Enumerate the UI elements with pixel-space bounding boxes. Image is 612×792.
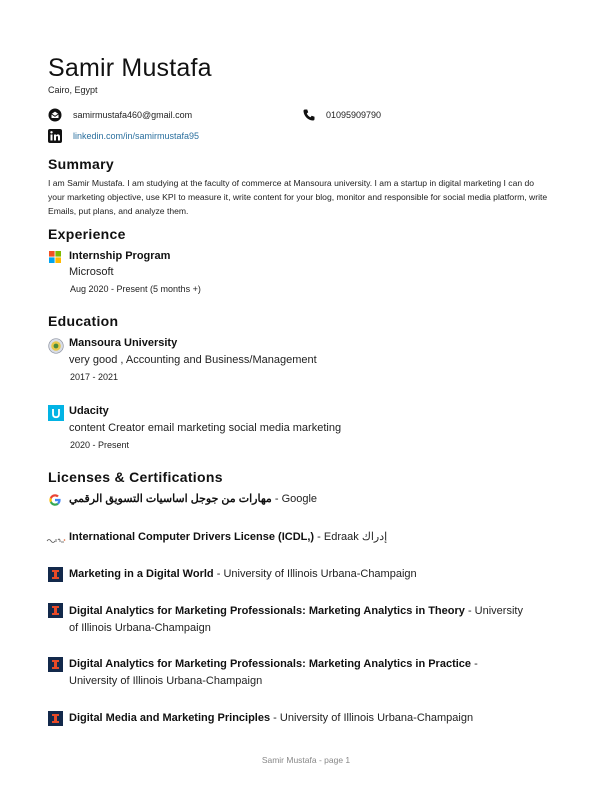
illinois-logo-icon — [48, 711, 63, 731]
illinois-logo-icon — [48, 567, 63, 587]
experience-company: Microsoft — [69, 266, 114, 278]
education-school: Mansoura University — [69, 337, 178, 349]
udacity-logo-icon — [48, 405, 64, 426]
email-text[interactable]: samirmustafa460@gmail.com — [73, 110, 193, 120]
certification-issuer: University of Illinois Urbana-Champaign — [223, 568, 417, 580]
certification-issuer: Google — [281, 493, 318, 505]
certifications-heading: Licenses & Certifications — [48, 469, 223, 485]
summary-text: I am Samir Mustafa. I am studying at the faculty of commerce at Mansoura university. I am a startup in digital marketing I can do your marketing objective, use KPI to measure it, write content for your blog, monitor and responsible for social media platform, write Emails, put plans, and analyze them. — [48, 178, 548, 216]
education-degree: content Creator email marketing social media marketing — [69, 422, 342, 434]
illinois-logo-icon — [48, 603, 63, 623]
certification-name: مهارات من جوجل اساسيات التسويق الرقمي — [69, 493, 272, 505]
experience-heading: Experience — [48, 226, 126, 242]
education-dates: 2017 - 2021 — [70, 372, 119, 382]
certification-item: International Computer Drivers License (ICDL,) - Edraak إدراك — [69, 531, 388, 543]
certification-name: Marketing in a Digital World — [69, 568, 214, 580]
certification-item: مهارات من جوجل اساسيات التسويق الرقمي - Google — [69, 493, 318, 505]
mansoura-logo-icon — [48, 338, 64, 359]
microsoft-logo-icon — [48, 250, 62, 269]
certification-item: Digital Analytics for Marketing Professionals: Marketing Analytics in Practice - University of Illinois Urbana-Champaign — [69, 658, 478, 687]
experience-title: Internship Program — [69, 250, 171, 262]
education-dates: 2020 - Present — [70, 440, 130, 450]
summary-heading: Summary — [48, 156, 114, 172]
certification-issuer: Edraak إدراك — [323, 531, 388, 543]
education-heading: Education — [48, 313, 119, 329]
certification-issuer: University of Illinois Urbana-Champaign — [279, 712, 474, 724]
google-logo-icon — [48, 493, 62, 512]
certification-name: International Computer Drivers License (ICDL,) — [69, 531, 315, 543]
certification-name: Digital Analytics for Marketing Professionals: Marketing Analytics in Practice — [69, 658, 472, 670]
certification-item: Digital Analytics for Marketing Professionals: Marketing Analytics in Theory - University of Illinois Urbana-Champaign — [69, 605, 523, 634]
phone-icon — [302, 108, 316, 127]
education-degree: very good , Accounting and Business/Management — [69, 354, 317, 366]
linkedin-icon — [48, 129, 62, 148]
experience-dates: Aug 2020 - Present (5 months +) — [70, 284, 201, 294]
certification-issuer: University of Illinois Urbana-Champaign — [69, 675, 263, 687]
person-name: Samir Mustafa — [48, 54, 212, 82]
certification-item: Marketing in a Digital World - University of Illinois Urbana-Champaign — [69, 568, 417, 580]
illinois-logo-icon — [48, 657, 63, 677]
certification-name: Digital Analytics for Marketing Professionals: Marketing Analytics in Theory — [69, 605, 465, 617]
page-footer: Samir Mustafa - page 1 — [261, 755, 351, 765]
phone-text[interactable]: 01095909790 — [326, 110, 382, 120]
edraak-logo-icon — [46, 532, 66, 550]
education-school: Udacity — [69, 405, 109, 417]
linkedin-link[interactable]: linkedin.com/in/samirmustafa95 — [73, 131, 200, 141]
certification-name: Digital Media and Marketing Principles — [69, 712, 271, 724]
location: Cairo, Egypt — [48, 85, 98, 95]
email-icon — [48, 108, 62, 127]
certification-item: Digital Media and Marketing Principles - University of Illinois Urbana-Champaign — [69, 712, 474, 724]
certification-issuer: University of Illinois Urbana-Champaign — [69, 605, 523, 634]
